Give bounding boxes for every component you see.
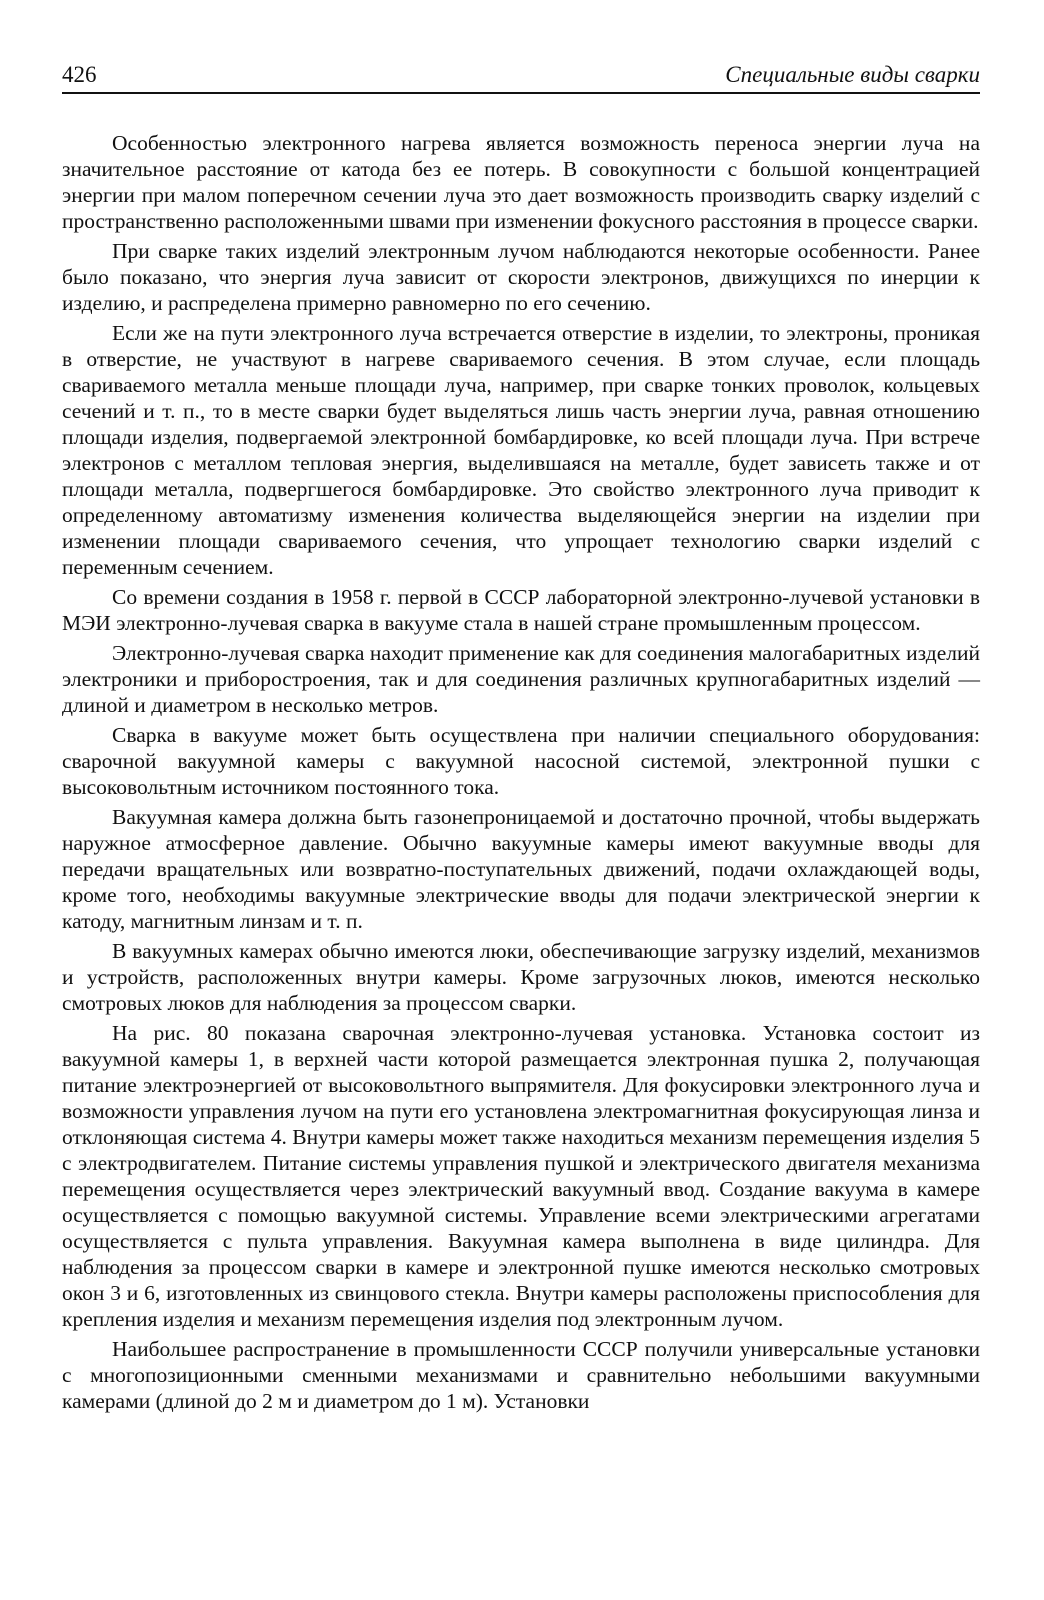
running-title: Специальные виды сварки — [725, 62, 980, 87]
paragraph-4: Со времени создания в 1958 г. первой в СССР лабораторной электронно-лучевой установки в МЭИ электронно-лучевая сварка в вакууме стала в нашей стране промышленным процессом. — [62, 585, 980, 635]
paragraph-7: Вакуумная камера должна быть газонепроницаемой и достаточно прочной, чтобы выдержать наружное атмосферное давление. Обычно вакуумные камеры имеют вакуумные вводы для передачи вращательных или возвратно-поступательных движений, подачи охлаждающей воды, кроме того, необходимы вакуумные электрические вводы для подачи электрической энергии к катоду, магнитным линзам и т. п. — [62, 805, 980, 933]
paragraph-9: На рис. 80 показана сварочная электронно-лучевая установка. Установка состоит из вакуумной камеры 1, в верхней части которой размещается электронная пушка 2, получающая питание электроэнергией от высоковольтного выпрямителя. Для фокусировки электронного луча и возможности управления лучом на пути его установлена электромагнитная фокусирующая линза и отклоняющая система 4. Внутри камеры может также находиться механизм перемещения изделия 5 с электродвигателем. Питание системы управления пушкой и электрического двигателя механизма перемещения осуществляется через электрический вакуумный ввод. Создание вакуума в камере осуществляется с помощью вакуумной системы. Управление всеми электрическими агрегатами осуществляется с пульта управления. Вакуумная камера выполнена в виде цилиндра. Для наблюдения за процессом сварки в камере и электронной пушке имеются несколько смотровых окон 3 и 6, изготовленных из свинцового стекла. Внутри камеры расположены приспособления для крепления изделия и механизм перемещения изделия под электронным лучом. — [62, 1021, 980, 1331]
paragraph-6: Сварка в вакууме может быть осуществлена при наличии специального оборудования: сварочной вакуумной камеры с вакуумной насосной системой, электронной пушки с высоковольтным источником постоянного тока. — [62, 723, 980, 799]
page-header — [62, 46, 980, 94]
paragraph-10: Наибольшее распространение в промышленности СССР получили универсальные установки с многопозиционными сменными механизмами и сравнительно небольшими вакуумными камерами (длиной до 2 м и диаметром до 1 м). Установки — [62, 1337, 980, 1413]
paragraph-3: Если же на пути электронного луча встречается отверстие в изделии, то электроны, проникая в отверстие, не участвуют в нагреве свариваемого сечения. В этом случае, если площадь свариваемого металла меньше площади луча, например, при сварке тонких проволок, кольцевых сечений и т. п., то в месте сварки будет выделяться лишь часть энергии луча, равная отношению площади изделия, подвергаемой электронной бомбардировке, ко всей площади луча. При встрече электронов с металлом тепловая энергия, выделившаяся на металле, будет зависеть также и от площади металла, подвергшегося бомбардировке. Это свойство электронного луча приводит к определенному автоматизму изменения количества выделяющейся энергии на изделии при изменении площади свариваемого сечения, что упрощает технологию сварки изделий с переменным сечением. — [62, 321, 980, 579]
text-body — [62, 130, 980, 1414]
book-page — [62, 46, 980, 1418]
paragraph-2: При сварке таких изделий электронным лучом наблюдаются некоторые особенности. Ранее было показано, что энергия луча зависит от скорости электронов, движущихся по инерции к изделию, и распределена примерно равномерно по его сечению. — [62, 239, 980, 315]
paragraph-5: Электронно-лучевая сварка находит применение как для соединения малогабаритных изделий электроники и приборостроения, так и для соединения различных крупногабаритных изделий — длиной и диаметром в несколько метров. — [62, 641, 980, 717]
page-number: 426 — [62, 62, 97, 87]
paragraph-8: В вакуумных камерах обычно имеются люки, обеспечивающие загрузку изделий, механизмов и устройств, расположенных внутри камеры. Кроме загрузочных люков, имеются несколько смотровых люков для наблюдения за процессом сварки. — [62, 939, 980, 1015]
paragraph-1: Особенностью электронного нагрева является возможность переноса энергии луча на значительное расстояние от катода без ее потерь. В совокупности с большой концентрацией энергии при малом поперечном сечении луча это дает возможность производить сварку изделий с пространственно расположенными швами при изменении фокусного расстояния в процессе сварки. — [62, 131, 980, 233]
